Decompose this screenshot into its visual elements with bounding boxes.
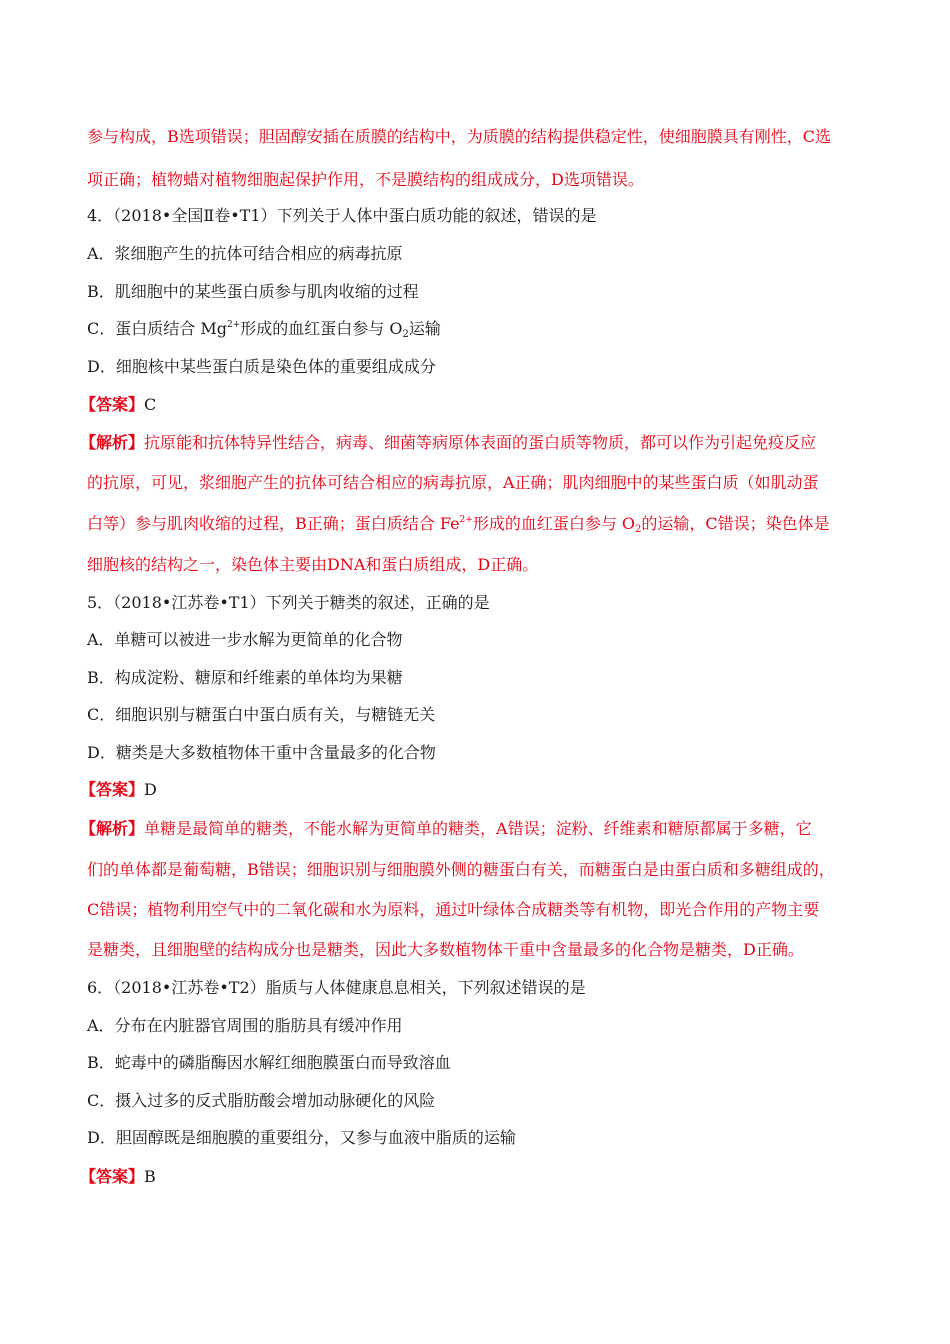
analysis-text: 白等）参与肌肉收缩的过程，B正确；蛋白质结合 Fe: [87, 514, 460, 533]
intro-analysis-line-1: 参与构成，B选项错误；胆固醇安插在质膜的结构中，为质膜的结构提供稳定性，使细胞膜具有刚性，C选: [87, 127, 832, 146]
q5-option-c: C．细胞识别与糖蛋白中蛋白质有关，与糖链无关: [87, 705, 436, 724]
q4-option-c: [87, 317, 880, 341]
answer-value: B: [144, 1167, 156, 1186]
q4-option-c-superscript: 2+: [226, 320, 241, 330]
q4-option-c-text-2: 形成的血红蛋白参与 O: [240, 319, 403, 338]
q4-option-c-text-3: 运输: [408, 319, 441, 338]
q6-option-a: A．分布在内脏器官周围的脂肪具有缓冲作用: [87, 1016, 403, 1035]
q5-analysis-line-1: [80, 817, 880, 841]
q4-option-d: D．细胞核中某些蛋白质是染色体的重要组成成分: [87, 357, 436, 376]
answer-value: C: [144, 395, 157, 414]
answer-label: 【答案】: [80, 1167, 145, 1186]
analysis-label: 【解析】: [80, 433, 145, 452]
q6-option-d: D．胆固醇既是细胞膜的重要组分，又参与血液中脂质的运输: [87, 1128, 516, 1147]
q4-analysis-line-3: [87, 512, 880, 536]
q5-option-a: A．单糖可以被进一步水解为更简单的化合物: [87, 630, 403, 649]
q4-analysis-line-2: 的抗原，可见，浆细胞产生的抗体可结合相应的病毒抗原，A正确；肌肉细胞中的某些蛋白质（如肌动蛋: [87, 473, 819, 492]
q5-option-b: B．构成淀粉、糖原和纤维素的单体均为果糖: [87, 668, 403, 687]
q6-option-c: C．摄入过多的反式脂肪酸会增加动脉硬化的风险: [87, 1091, 436, 1110]
q5-analysis-line-4: 是糖类，且细胞壁的结构成分也是糖类，因此大多数植物体干重中含量最多的化合物是糖类，D正确。: [87, 940, 804, 959]
q4-option-b: B．肌细胞中的某些蛋白质参与肌肉收缩的过程: [87, 282, 419, 301]
q5-stem: 5．（2018•江苏卷•T1）下列关于糖类的叙述，正确的是: [87, 593, 490, 612]
q4-analysis-line-1: [80, 431, 880, 455]
q4-analysis-line-4: 细胞核的结构之一，染色体主要由DNA和蛋白质组成，D正确。: [87, 555, 539, 574]
q6-answer: [80, 1165, 880, 1189]
analysis-label: 【解析】: [80, 819, 145, 838]
analysis-text-3: 的运输，C错误；染色体是: [641, 514, 830, 533]
q6-option-b: B．蛇毒中的磷脂酶因水解红细胞膜蛋白而导致溶血: [87, 1053, 451, 1072]
q5-analysis-line-3: C错误；植物利用空气中的二氧化碳和水为原料，通过叶绿体合成糖类等有机物，即光合作用的产物主要: [87, 900, 820, 919]
q4-answer: [80, 393, 880, 417]
q4-stem: 4．（2018•全国Ⅱ卷•T1）下列关于人体中蛋白质功能的叙述，错误的是: [87, 206, 597, 225]
q6-stem: 6．（2018•江苏卷•T2）脂质与人体健康息息相关，下列叙述错误的是: [87, 978, 586, 997]
q4-option-c-text: C．蛋白质结合 Mg: [87, 319, 227, 338]
analysis-subscript: 2: [635, 524, 642, 535]
q5-analysis-line-2: 们的单体都是葡萄糖，B错误；细胞识别与细胞膜外侧的糖蛋白有关，而糖蛋白是由蛋白质和多糖组成的，: [87, 860, 835, 879]
intro-analysis-line-2: 项正确；植物蜡对植物细胞起保护作用，不是膜结构的组成成分，D选项错误。: [87, 170, 644, 189]
q5-option-d: D．糖类是大多数植物体干重中含量最多的化合物: [87, 743, 436, 762]
q5-answer: [80, 778, 880, 802]
analysis-text-2: 形成的血红蛋白参与 O: [472, 514, 636, 533]
analysis-superscript: 2+: [459, 515, 473, 525]
q4-option-c-subscript: 2: [402, 329, 409, 340]
answer-value: D: [144, 780, 157, 799]
analysis-text: 单糖是最简单的糖类，不能水解为更简单的糖类，A错误；淀粉、纤维素和糖原都属于多糖，它: [144, 819, 812, 838]
answer-label: 【答案】: [80, 395, 145, 414]
analysis-text: 抗原能和抗体特异性结合，病毒、细菌等病原体表面的蛋白质等物质，都可以作为引起免疫反应: [144, 433, 817, 452]
q4-option-a: A．浆细胞产生的抗体可结合相应的病毒抗原: [87, 244, 403, 263]
answer-label: 【答案】: [80, 780, 145, 799]
